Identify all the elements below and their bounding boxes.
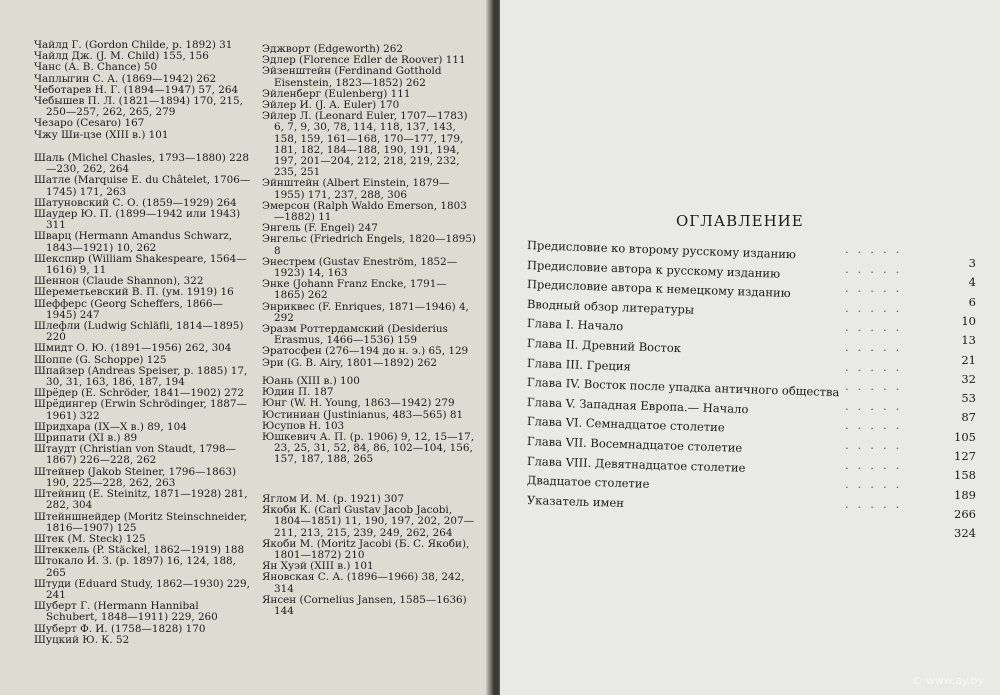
- toc-entry-label: Предисловие автора к русскому изданию: [526, 257, 781, 281]
- index-entry: Шоппе (G. Schoppe) 125: [34, 353, 167, 366]
- toc-entry-page: 32: [961, 371, 976, 386]
- index-entry: Энгель (F. Engel) 247: [262, 222, 378, 235]
- toc-entry-label: Глава IV. Восток после упадка античного общества: [526, 375, 840, 400]
- index-entry: Шефферс (Georg Scheffers, 1866—1945) 247: [34, 297, 223, 321]
- toc-leader-dots: .....: [845, 281, 909, 296]
- toc-entry-page: 4: [968, 275, 976, 290]
- index-entry: Шмидт О. Ю. (1891—1956) 262, 304: [34, 342, 232, 355]
- index-entry: Эйзенштейн (Ferdinand Gotthold Eisenstein, 1823—1852) 262: [262, 65, 442, 89]
- toc-leader-dots: .....: [845, 496, 909, 511]
- toc-entry-page: 105: [954, 429, 976, 444]
- toc-leader-dots: .....: [845, 359, 909, 374]
- index-entry: Энке (Johann Franz Encke, 1791—1865) 262: [262, 278, 447, 302]
- index-entry: Шаль (Michel Chasles, 1793—1880) 228—230, 262, 264: [34, 152, 249, 176]
- index-entry: Штейниц (E. Steinitz, 1871—1928) 281, 282, 304: [34, 488, 248, 512]
- index-entry: Эмерсон (Ralph Waldo Emerson, 1803—1882) 11: [262, 199, 467, 224]
- toc-entry-page: 324: [954, 526, 976, 541]
- index-entry: Шуцкий Ю. К. 52: [34, 633, 130, 646]
- index-entry: Энгельс (Friedrich Engels, 1820—1895) 8: [262, 233, 476, 257]
- index-entry: Чанс (А. В. Chance) 50: [34, 61, 158, 74]
- index-entry: Шпайзер (Andreas Speiser, р. 1885) 17, 30, 31, 163, 186, 187, 194: [34, 364, 248, 389]
- toc-title: ОГЛАВЛЕНИЕ: [676, 212, 804, 230]
- index-entry: Чаплыгин С. А. (1869—1942) 262: [34, 72, 217, 85]
- index-entry: Эйлер И. (J. A. Euler) 170: [262, 99, 400, 112]
- index-entry: Энестрем (Gustav Eneström, 1852—1923) 14, 163: [262, 255, 458, 280]
- toc-entry-page: 127: [954, 449, 976, 463]
- index-entry: Шрёдингер (Erwin Schrödinger, 1887—1961) 322: [34, 398, 247, 422]
- toc-entry-label: Двадцатое столетие: [526, 473, 650, 492]
- index-entry: Чайлд Дж. (J. M. Child) 155, 156: [34, 50, 209, 63]
- toc-entry-label: Предисловие ко второму русскому изданию: [526, 238, 797, 262]
- toc-leader-dots: .....: [845, 300, 909, 315]
- index-entry: Яглом И. М. (р. 1921) 307: [262, 493, 404, 505]
- index-entry: Чайлд Г. (Gordon Childe, р. 1892) 31: [34, 39, 233, 51]
- toc-entry-label: Глава VII. Восемнадцатое столетие: [526, 434, 743, 455]
- toc-entry-label: Глава V. Западная Европа.— Начало: [526, 394, 749, 416]
- index-entry: Шварц (Hermann Amandus Schwarz, 1843—1921) 10, 262: [34, 230, 233, 254]
- index-entry: Янсен (Cornelius Jansen, 1585—1636) 144: [262, 593, 467, 618]
- index-entry: Шридхара (IX—X в.) 89, 104: [34, 420, 187, 433]
- toc-leader-dots: .....: [845, 477, 909, 492]
- toc-entry-page: 6: [968, 294, 976, 309]
- index-entry: Шлефли (Ludwig Schläfli, 1814—1895) 220: [34, 320, 244, 344]
- toc-entry-label: Глава III. Греция: [526, 355, 631, 374]
- toc-leader-dots: .....: [845, 398, 909, 413]
- toc-leader-dots: .....: [845, 379, 909, 394]
- toc-leader-dots: .....: [845, 438, 909, 452]
- index-entry: Эразм Роттердамский (Desiderius Erasmus, 1466—1536) 159: [262, 323, 448, 347]
- toc-entry-page: 189: [954, 487, 976, 502]
- toc-entry-page: 53: [961, 391, 976, 406]
- index-entry: Эдлер (Florence Edler de Roover) 111: [262, 54, 466, 67]
- index-entry: Эйнштейн (Albert Einstein, 1879—1955) 171, 237, 288, 306: [262, 177, 450, 201]
- index-entry: Якоби К. (Carl Gustav Jacob Jacobi, 1804—1851) 11, 190, 197, 202, 207—211, 213, 215, 239, 249, 262, 264: [262, 504, 474, 539]
- toc-entry-label: Глава VI. Семнадцатое столетие: [526, 414, 725, 435]
- index-entry: Штуди (Eduard Study, 1862—1930) 229, 241: [34, 577, 250, 601]
- index-entry: Шрипати (XI в.) 89: [34, 432, 138, 445]
- index-entry: Шеннон (Claude Shannon), 322: [34, 275, 204, 288]
- index-entry: Ян Хуэй (XIII в.) 101: [262, 560, 374, 573]
- toc-entry-page: 10: [961, 313, 976, 328]
- toc-entry-page: 3: [968, 256, 976, 270]
- index-entry: Юшкевич А. П. (р. 1906) 9, 12, 15—17, 23, 25, 31, 52, 84, 86, 102—104, 156, 157, 187, 188, 265: [262, 431, 475, 466]
- index-entry: Юнг (W. H. Young, 1863—1942) 279: [262, 397, 455, 410]
- index-entry: Шекспир (William Shakespeare, 1564—1616) 9, 11: [34, 252, 247, 277]
- index-entry: Шрёдер (E. Schröder, 1841—1902) 272: [34, 387, 244, 400]
- index-entry: Юсупов Н. 103: [262, 419, 345, 432]
- toc-entry-label: Глава I. Начало: [526, 316, 624, 334]
- toc-leader-dots: .....: [845, 457, 909, 472]
- toc-entry-page: 266: [954, 506, 976, 521]
- index-entry: Штокало И. З. (р. 1897) 16, 124, 188, 265: [34, 555, 236, 579]
- index-entry: Штаудт (Christian von Staudt, 1798—1867) 226—228, 262: [34, 443, 236, 467]
- index-entry: Штеккель (P. Stäckel, 1862—1919) 188: [34, 544, 245, 557]
- toc-leader-dots: .....: [845, 418, 909, 433]
- index-entry: Шуберт Ф. И. (1758—1828) 170: [34, 622, 206, 635]
- index-entry: Штейнер (Jakob Steiner, 1796—1863) 190, 225—228, 262, 263: [34, 465, 236, 489]
- toc-entry-page: 158: [954, 468, 976, 483]
- toc-entry-label: Предисловие автора к немецкому изданию: [526, 277, 791, 301]
- index-entry: Чебышев П. Л. (1821—1894) 170, 215, 250—257, 262, 265, 279: [34, 95, 243, 119]
- index-entry: Эйленберг (Eulenberg) 111: [262, 87, 411, 100]
- index-entry: Шаудер Ю. П. (1899—1942 или 1943) 311: [34, 208, 241, 232]
- index-entry: Чжу Ши-цзе (XIII в.) 101: [34, 128, 169, 141]
- index-entry: Энриквес (F. Enriques, 1871—1946) 4, 292: [262, 300, 469, 324]
- index-entry: Штек (M. Steck) 125: [34, 532, 146, 545]
- toc-entry-label: Вводный обзор литературы: [526, 296, 695, 317]
- index-entry: Чеботарев Н. Г. (1894—1947) 57, 264: [34, 83, 239, 96]
- toc-entry-page: 13: [961, 333, 976, 348]
- index-entry: Шатуновский С. О. (1859—1929) 264: [34, 196, 237, 209]
- toc-leader-dots: .....: [845, 242, 909, 256]
- index-entry: Юань (XIII в.) 100: [262, 375, 360, 387]
- toc-entry-label: Глава II. Древний Восток: [526, 336, 682, 356]
- index-entry: Штейншнейдер (Moritz Steinschneider, 1816—1907) 125: [34, 510, 248, 534]
- index-entry: Чезаро (Cesaro) 167: [34, 117, 145, 130]
- index-entry: Эри (G. B. Airy, 1801—1892) 262: [262, 356, 438, 369]
- toc-leader-dots: .....: [845, 320, 909, 335]
- index-entry: Юстиниан (Justinianus, 483—565) 81: [262, 408, 464, 421]
- toc-entry-label: Глава VIII. Девятнадцатое столетие: [526, 453, 746, 475]
- index-entry: Эджворт (Edgeworth) 262: [262, 43, 403, 55]
- index-entry: Эратосфен (276—194 до н. э.) 65, 129: [262, 345, 469, 358]
- index-entry: Шереметьевский В. П. (ум. 1919) 16: [34, 286, 234, 299]
- index-entry: Якоби М. (Moritz Jacobi (Б. С. Якоби), 1801—1872) 210: [262, 537, 470, 562]
- watermark: © www.ay.by: [911, 674, 984, 687]
- index-entry: Шатле (Marquise E. du Châtelet, 1706—1745) 171, 263: [34, 174, 251, 198]
- toc-leader-dots: .....: [845, 261, 909, 276]
- toc-leader-dots: .....: [845, 340, 909, 354]
- index-entry: Шуберт Г. (Hermann Hannibal Schubert, 1848—1911) 229, 260: [34, 600, 218, 624]
- toc-entry-page: 21: [961, 352, 976, 367]
- index-entry: Эйлер Л. (Leonard Euler, 1707—1783) 6, 7, 9, 30, 78, 114, 118, 137, 143, 158, 159, 161—168, 170—177, 179, 181, 182, 184—188, 190, 191, 194, 197, 201—204, 212, 218, 219, 232, 235, 251: [262, 110, 468, 179]
- toc-entry-label: Указатель имен: [526, 492, 625, 510]
- toc-entry-page: 87: [961, 410, 976, 425]
- index-entry: Юдин П. 187: [262, 386, 334, 399]
- index-entry: Яновская С. А. (1896—1966) 38, 242, 314: [262, 571, 465, 595]
